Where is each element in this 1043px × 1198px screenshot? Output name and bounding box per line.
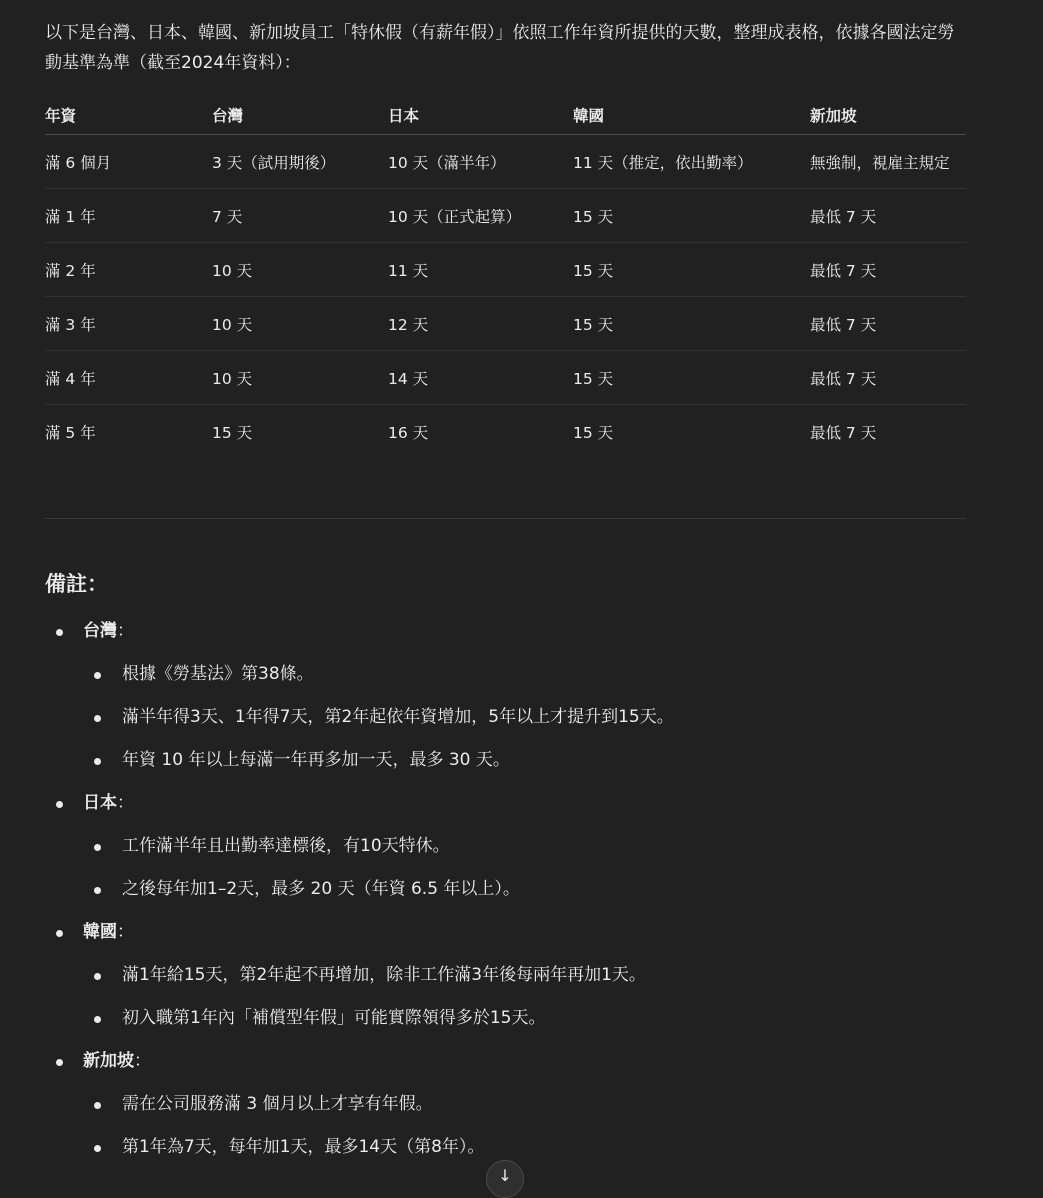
country-name — [83, 911, 134, 954]
list-item-korea — [45, 911, 966, 954]
bullet-icon — [56, 629, 63, 636]
country-name — [83, 782, 134, 825]
table-row — [45, 189, 966, 243]
table-row — [45, 297, 966, 351]
table-cell: 滿 2 年 — [45, 243, 212, 297]
colon: ： — [117, 621, 134, 641]
table-cell: 14 天 — [388, 351, 573, 405]
list-item — [45, 825, 966, 868]
section-divider — [45, 518, 966, 519]
arrow-down-icon: ↓ — [498, 1166, 512, 1185]
note-text: 根據《勞基法》第38條。 — [122, 664, 314, 684]
table-cell: 16 天 — [388, 423, 429, 442]
country-name-text: 台灣 — [83, 621, 117, 641]
table-header-cell: 韓國 — [573, 96, 810, 135]
country-name — [83, 610, 134, 653]
note-text: 之後每年加1–2天，最多 20 天（年資 6.5 年以上）。 — [122, 879, 520, 899]
note-text: 滿1年給15天，第2年起不再增加，除非工作滿3年後每兩年再加1天。 — [122, 965, 646, 985]
table-header-cell: 台灣 — [212, 96, 388, 135]
list-item — [45, 653, 966, 696]
table-row — [45, 405, 966, 459]
table-cell: 11 天 — [388, 243, 573, 297]
bullet-icon — [94, 887, 101, 894]
table-cell: 10 天 — [212, 351, 388, 405]
table-cell: 12 天 — [388, 297, 573, 351]
table-cell: 15 天 — [573, 423, 614, 442]
bullet-icon — [94, 1145, 101, 1152]
colon: ： — [117, 793, 134, 813]
country-name — [83, 1040, 151, 1083]
table-cell: 最低 7 天 — [810, 189, 966, 243]
table-cell: 15 天 — [573, 243, 810, 297]
table-cell: 最低 7 天 — [810, 423, 877, 442]
table-cell: 最低 7 天 — [810, 243, 966, 297]
table-header-cell: 日本 — [388, 96, 573, 135]
table-cell: 10 天（滿半年） — [388, 135, 573, 189]
scroll-to-bottom-button[interactable] — [486, 1160, 524, 1198]
table-cell: 10 天 — [212, 243, 388, 297]
table-cell: 無強制，視雇主規定 — [810, 135, 966, 189]
notes-heading: 備註： — [45, 572, 108, 596]
table-cell: 11 天（推定，依出勤率） — [573, 135, 810, 189]
table-cell: 15 天 — [573, 189, 810, 243]
colon: ： — [117, 922, 134, 942]
note-text: 第1年為7天，每年加1天，最多14天（第8年）。 — [122, 1137, 485, 1157]
intro-paragraph: 以下是台灣、日本、韓國、新加坡員工「特休假（有薪年假）」依照工作年資所提供的天數，整理成表格，依據各國法定勞動基準為準（截至2024年資料）： — [45, 23, 955, 73]
table-cell: 滿 5 年 — [45, 423, 96, 442]
list-item — [45, 696, 966, 739]
note-text: 滿半年得3天、1年得7天，第2年起依年資增加，5年以上才提升到15天。 — [122, 707, 674, 727]
bullet-icon — [94, 844, 101, 851]
list-item — [45, 868, 966, 911]
message-content — [45, 0, 966, 1157]
note-text: 工作滿半年且出勤率達標後，有10天特休。 — [122, 836, 450, 856]
bullet-icon — [94, 973, 101, 980]
note-text: 年資 10 年以上每滿一年再多加一天，最多 30 天。 — [122, 750, 510, 770]
table-header-row — [45, 96, 966, 135]
table-header-cell: 年資 — [45, 96, 212, 135]
country-name-text: 日本 — [83, 793, 117, 813]
bullet-icon — [94, 1102, 101, 1109]
table-cell: 15 天 — [212, 423, 253, 442]
notes-list — [45, 610, 966, 1169]
note-text: 初入職第1年內「補償型年假」可能實際領得多於15天。 — [122, 1008, 546, 1028]
list-item — [45, 954, 966, 997]
list-item — [45, 1083, 966, 1126]
table-cell: 最低 7 天 — [810, 351, 966, 405]
bullet-icon — [94, 758, 101, 765]
bullet-icon — [94, 1016, 101, 1023]
list-item-singapore — [45, 1040, 966, 1083]
table-cell: 7 天 — [212, 189, 388, 243]
country-name-text: 韓國 — [83, 922, 117, 942]
table-cell: 10 天 — [212, 297, 388, 351]
list-item — [45, 739, 966, 782]
table-cell: 最低 7 天 — [810, 297, 966, 351]
table-cell: 15 天 — [573, 351, 810, 405]
table-header-cell: 新加坡 — [810, 96, 966, 135]
table-cell: 滿 1 年 — [45, 189, 212, 243]
leave-table — [45, 96, 966, 458]
table-row — [45, 135, 966, 189]
country-name-text: 新加坡 — [83, 1051, 134, 1071]
list-item-taiwan — [45, 610, 966, 653]
table-cell: 滿 3 年 — [45, 297, 212, 351]
table-cell: 滿 6 個月 — [45, 135, 212, 189]
bullet-icon — [94, 715, 101, 722]
bullet-icon — [94, 672, 101, 679]
bullet-icon — [56, 930, 63, 937]
colon: ： — [134, 1051, 151, 1071]
bullet-icon — [56, 801, 63, 808]
list-item-japan — [45, 782, 966, 825]
table-cell: 15 天 — [573, 297, 810, 351]
table-cell: 滿 4 年 — [45, 351, 212, 405]
table-cell: 10 天（正式起算） — [388, 189, 573, 243]
note-text: 需在公司服務滿 3 個月以上才享有年假。 — [122, 1094, 433, 1114]
table-row — [45, 351, 966, 405]
table-cell: 3 天（試用期後） — [212, 135, 388, 189]
bullet-icon — [56, 1059, 63, 1066]
list-item — [45, 997, 966, 1040]
table-row — [45, 243, 966, 297]
